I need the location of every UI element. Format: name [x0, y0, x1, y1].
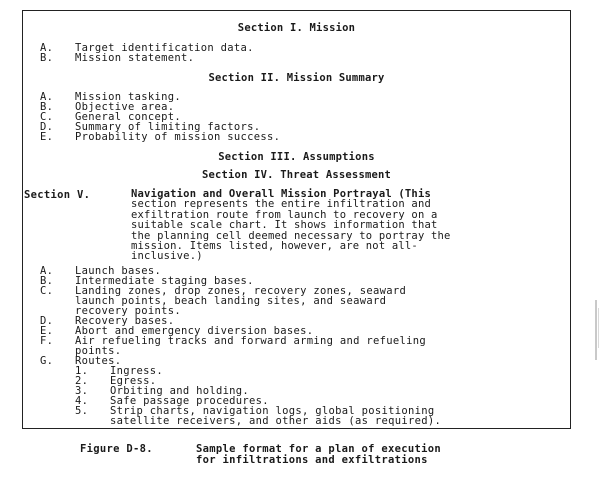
item-key: E.: [40, 325, 54, 337]
item-key: B.: [40, 101, 54, 113]
section-1-title: Section I. Mission: [237, 22, 356, 34]
item-text: Summary of limiting factors.: [75, 121, 261, 133]
item-text: recovery points.: [75, 305, 181, 317]
item-text: Landing zones, drop zones, recovery zones, seaward: [75, 285, 407, 297]
item-text: Intermediate staging bases.: [75, 275, 254, 287]
item-text: Abort and emergency diversion bases.: [75, 325, 314, 337]
item-key: F.: [40, 335, 54, 347]
section-2-title: Section II. Mission Summary: [208, 72, 385, 84]
item-text: Air refueling tracks and forward arming and refueling: [75, 335, 426, 347]
item-key: B.: [40, 275, 54, 287]
item-key: D.: [40, 315, 54, 327]
item-key: D.: [40, 121, 54, 133]
item-key: C.: [40, 111, 54, 123]
item-text: General concept.: [75, 111, 181, 123]
item-text: Mission tasking.: [75, 91, 181, 103]
item-key: 2.: [75, 375, 89, 387]
section-5-description: [131, 189, 451, 262]
item-key: 4.: [75, 395, 89, 407]
item-key: B.: [40, 52, 54, 64]
section-5-line: inclusive.): [131, 250, 203, 263]
section-4-title: Section IV. Threat Assessment: [201, 169, 392, 181]
item-key: 3.: [75, 385, 89, 397]
item-text: Launch bases.: [75, 265, 162, 277]
section-5-line: Navigation and Overall Mission Portrayal (This: [131, 188, 431, 200]
item-text: Target identification data.: [75, 42, 254, 54]
item-key: A.: [40, 42, 54, 54]
caption-line-2: for infiltrations and exfiltrations: [196, 454, 428, 466]
figure-number: Figure D-8.: [80, 443, 153, 455]
section-5-line: suitable scale chart. It shows information that: [131, 219, 438, 232]
section-5-line: the planning cell deemed necessary to portray the: [131, 229, 451, 242]
section-5-line: section represents the entire infiltration and: [131, 198, 431, 211]
scan-artifact: [592, 300, 602, 360]
item-text: satellite receivers, and other aids (as required).: [110, 415, 442, 427]
item-key: 1.: [75, 365, 89, 377]
item-text: Mission statement.: [75, 52, 195, 64]
item-text: Recovery bases.: [75, 315, 175, 327]
item-text: Routes.: [75, 355, 122, 367]
section-5-label: Section V.: [24, 189, 91, 201]
item-key: C.: [40, 285, 54, 297]
section-5-line: exfiltration route from launch to recovery on a: [131, 208, 438, 221]
item-text: Egress.: [110, 375, 157, 387]
item-key: G.: [40, 355, 54, 367]
item-key: A.: [40, 91, 54, 103]
item-text: launch points, beach landing sites, and seaward: [75, 295, 387, 307]
section-3-title: Section III. Assumptions: [218, 151, 375, 163]
caption-line-1: Sample format for a plan of execution: [196, 443, 441, 455]
item-key: E.: [40, 131, 54, 143]
item-text: Orbiting and holding.: [110, 385, 250, 397]
item-key: A.: [40, 265, 54, 277]
item-text: Probability of mission success.: [75, 131, 281, 143]
item-text: Ingress.: [110, 365, 163, 377]
item-text: Objective area.: [75, 101, 175, 113]
item-text: Strip charts, navigation logs, global positioning: [110, 405, 435, 417]
section-5-line: mission. Items listed, however, are not all-: [131, 240, 418, 253]
item-text: points.: [75, 345, 122, 357]
item-key: 5.: [75, 405, 89, 417]
item-text: Safe passage procedures.: [110, 395, 269, 407]
